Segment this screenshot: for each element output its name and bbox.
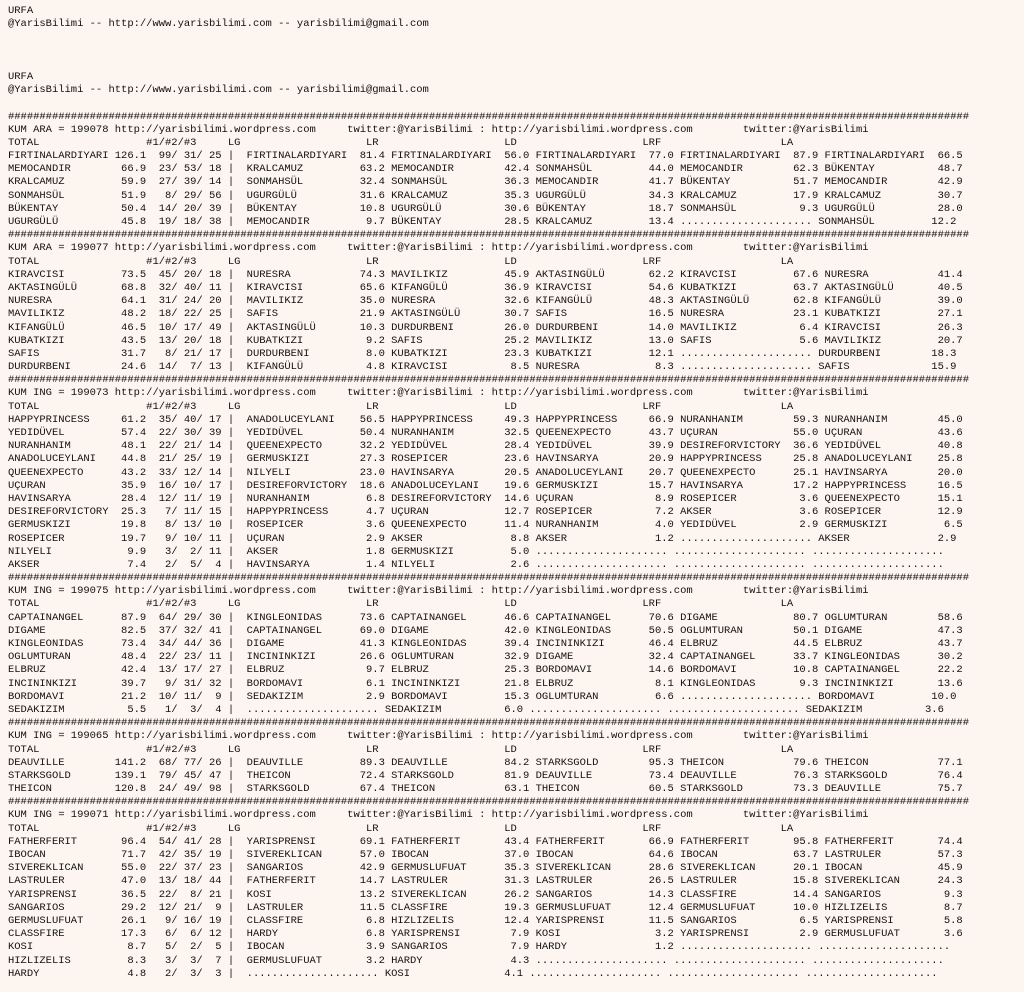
report-line: KINGLEONIDAS 73.4 34/ 44/ 36 | DIGAME 41.3 KINGLEONIDAS 39.4 INCININKIZI 46.4 ELBRUZ 44.5 ELBRUZ 43.7 [8,638,963,650]
report-line: ######################################################################################################################################################### [8,717,969,730]
header-city-line: URFA [8,70,34,83]
report-line: ######################################################################################################################################################### [8,374,969,387]
report-line: THEICON 120.8 24/ 49/ 98 | STARKSGOLD 67.4 THEICON 63.1 THEICON 60.5 STARKSGOLD 73.3 DEAUVILLE 75.7 [8,783,963,796]
report-line: HAVINSARYA 28.4 12/ 11/ 19 | NURANHANIM 6.8 DESIREFORVICTORY 14.6 UÇURAN 8.9 ROSEPICER 3.6 QUEENEXPECTO 15.1 [8,492,963,505]
report-line: KRALCAMUZ 59.9 27/ 39/ 14 | SONMAHSÜL 32.4 SONMAHSÜL 36.3 MEMOCANDIR 41.7 BÜKENTAY 51.7 MEMOCANDIR 42.9 [8,176,963,189]
report-line: FIRTINALARDIYARI 126.1 99/ 31/ 25 | FIRTINALARDIYARI 81.4 FIRTINALARDIYARI 56.0 FIRTINALARDIYARI 77.0 FIRTINALARDIYARI 87.9 FIRTINALARDIYARI 66.5 [8,150,963,163]
header-contact-line: @YarisBilimi -- http://www.yarisbilimi.com -- yarisbilimi@gmail.com [8,84,429,97]
report-line: QUEENEXPECTO 43.2 33/ 12/ 14 | NILYELI 23.0 HAVINSARYA 20.5 ANADOLUCEYLANI 20.7 QUEENEXPECTO 25.1 HAVINSARYA 20.0 [8,466,963,479]
report-line: SIVEREKLICAN 55.0 22/ 37/ 23 | SANGARIOS 42.9 GERMUSLUFUAT 35.3 SIVEREKLICAN 28.6 SIVEREKLICAN 20.1 IBOCAN 45.9 [8,862,963,875]
report-line: KUM ING = 199065 http://yarisbilimi.wordpress.com twitter:@YarisBilimi : http://yarisbilimi.wordpress.com twitter:@YarisBilimi [8,730,869,743]
report-line: IBOCAN 71.7 42/ 35/ 19 | SIVEREKLICAN 57.0 IBOCAN 37.0 IBOCAN 64.6 IBOCAN 63.7 LASTRULER 57.3 [8,849,963,861]
report-line: TOTAL #1/#2/#3 LG LR LD LRF LA [8,255,794,268]
report-line: YEDIDÜVEL 57.4 22/ 30/ 39 | YEDIDÜVEL 50.4 NURANHANIM 32.5 QUEENEXPECTO 43.7 UÇURAN 55.0 UÇURAN 43.6 [8,427,963,439]
race-report-body [8,111,1024,981]
report-line: SONMAHSÜL 51.9 8/ 29/ 56 | UGURGÜLÜ 31.6 KRALCAMUZ 35.3 UGURGÜLÜ 34.3 KRALCAMUZ 17.9 KRALCAMUZ 30.7 [8,189,963,202]
report-line: TOTAL #1/#2/#3 LG LR LD LRF LA [8,598,794,611]
report-line: GERMUSKIZI 19.8 8/ 13/ 10 | ROSEPICER 3.6 QUEENEXPECTO 11.4 NURANHANIM 4.0 YEDIDÜVEL 2.9 GERMUSKIZI 6.5 [8,519,963,532]
report-line: ######################################################################################################################################################### [8,796,969,809]
report-line: KIRAVCISI 73.5 45/ 20/ 18 | NURESRA 74.3 MAVILIKIZ 45.9 AKTASINGÜLÜ 62.2 KIRAVCISI 67.6 NURESRA 41.4 [8,268,963,281]
report-line: SANGARIOS 29.2 12/ 21/ 9 | LASTRULER 11.5 CLASSFIRE 19.3 GERMUSLUFUAT 12.4 GERMUSLUFUAT 10.0 HIZLIZELIS 8.7 [8,901,963,914]
blank-line [8,45,1024,58]
report-line: KUM ING = 199073 http://yarisbilimi.wordpress.com twitter:@YarisBilimi : http://yarisbilimi.wordpress.com twitter:@YarisBilimi [8,387,869,400]
blank-line [8,58,1024,71]
report-line: HAPPYPRINCESS 61.2 35/ 40/ 17 | ANADOLUCEYLANI 56.5 HAPPYPRINCESS 49.3 HAPPYPRINCESS 66.9 NURANHANIM 59.3 NURANHANIM 45.0 [8,413,963,426]
report-line: ######################################################################################################################################################### [8,572,969,585]
report-line: NURESRA 64.1 31/ 24/ 20 | MAVILIKIZ 35.0 NURESRA 32.6 KIFANGÜLÜ 48.3 AKTASINGÜLÜ 62.8 KIFANGÜLÜ 39.0 [8,295,963,308]
report-line: TOTAL #1/#2/#3 LG LR LD LRF LA [8,400,794,413]
report-line: KUM ARA = 199078 http://yarisbilimi.wordpress.com twitter:@YarisBilimi : http://yarisbilimi.wordpress.com twitter:@YarisBilimi [8,123,869,136]
report-line: DIGAME 82.5 37/ 32/ 41 | CAPTAINANGEL 69.0 DIGAME 42.0 KINGLEONIDAS 50.5 OGLUMTURAN 50.1 DIGAME 47.3 [8,624,963,637]
report-line: CLASSFIRE 17.3 6/ 6/ 12 | HARDY 6.8 YARISPRENSI 7.9 KOSI 3.2 YARISPRENSI 2.9 GERMUSLUFUAT 3.6 [8,928,963,941]
report-line: KUM ING = 199071 http://yarisbilimi.wordpress.com twitter:@YarisBilimi : http://yarisbilimi.wordpress.com twitter:@YarisBilimi [8,809,869,822]
report-line: ELBRUZ 42.4 13/ 17/ 27 | ELBRUZ 9.7 ELBRUZ 25.3 BORDOMAVI 14.6 BORDOMAVI 10.8 CAPTAINANGEL 22.2 [8,664,963,677]
report-line: FATHERFERIT 96.4 54/ 41/ 28 | YARISPRENSI 69.1 FATHERFERIT 43.4 FATHERFERIT 66.9 FATHERFERIT 95.8 FATHERFERIT 74.4 [8,835,963,848]
report-line: DESIREFORVICTORY 25.3 7/ 11/ 15 | HAPPYPRINCESS 4.7 UÇURAN 12.7 ROSEPICER 7.2 AKSER 3.6 ROSEPICER 12.9 [8,506,963,519]
report-line: ANADOLUCEYLANI 44.8 21/ 25/ 19 | GERMUSKIZI 27.3 ROSEPICER 23.6 HAVINSARYA 20.9 HAPPYPRINCESS 25.8 ANADOLUCEYLANI 25.8 [8,453,963,466]
report-line: OGLUMTURAN 48.4 22/ 23/ 11 | INCININKIZI 26.6 OGLUMTURAN 32.9 DIGAME 32.4 CAPTAINANGEL 33.7 KINGLEONIDAS 30.2 [8,651,963,664]
blank-line [8,97,1024,110]
report-line: BORDOMAVI 21.2 10/ 11/ 9 | SEDAKIZIM 2.9 BORDOMAVI 15.3 OGLUMTURAN 6.6 ..................... BORDOMAVI 10.0 [8,690,957,703]
report-line: STARKSGOLD 139.1 79/ 45/ 47 | THEICON 72.4 STARKSGOLD 81.9 DEAUVILLE 73.4 DEAUVILLE 76.3 STARKSGOLD 76.4 [8,769,963,782]
report-line: BÜKENTAY 50.4 14/ 20/ 39 | BÜKENTAY 10.8 UGURGÜLÜ 30.6 BÜKENTAY 18.7 SONMAHSÜL 9.3 UGURGÜLÜ 28.0 [8,202,963,215]
report-line: LASTRULER 47.0 13/ 18/ 44 | FATHERFERIT 14.7 LASTRULER 31.3 LASTRULER 26.5 LASTRULER 15.8 SIVEREKLICAN 24.3 [8,875,963,888]
report-line: KUBATKIZI 43.5 13/ 20/ 18 | KUBATKIZI 9.2 SAFIS 25.2 MAVILIKIZ 13.0 SAFIS 5.6 MAVILIKIZ 20.7 [8,334,963,347]
report-line: INCININKIZI 39.7 9/ 31/ 32 | BORDOMAVI 6.1 INCININKIZI 21.8 ELBRUZ 8.1 KINGLEONIDAS 9.3 INCININKIZI 13.6 [8,677,963,690]
page-header [8,5,1024,111]
report-line: HARDY 4.8 2/ 3/ 3 | ..................... KOSI 4.1 ..................... ..................... ..................... [8,967,938,980]
report-line: NURANHANIM 48.1 22/ 21/ 14 | QUEENEXPECTO 32.2 YEDIDÜVEL 28.4 YEDIDÜVEL 39.9 DESIREFORVICTORY 36.6 YEDIDÜVEL 40.8 [8,440,963,453]
report-line: TOTAL #1/#2/#3 LG LR LD LRF LA [8,822,794,835]
report-line: NILYELI 9.9 3/ 2/ 11 | AKSER 1.8 GERMUSKIZI 5.0 ..................... ..................... ..................... [8,545,944,558]
report-line: UÇURAN 35.9 16/ 10/ 17 | DESIREFORVICTORY 18.6 ANADOLUCEYLANI 19.6 GERMUSKIZI 15.7 HAVINSARYA 17.2 HAPPYPRINCESS 16.5 [8,479,963,492]
header-city-line: URFA [8,5,34,17]
report-line: ######################################################################################################################################################### [8,229,969,242]
report-line: DEAUVILLE 141.2 68/ 77/ 26 | DEAUVILLE 89.3 DEAUVILLE 84.2 STARKSGOLD 95.3 THEICON 79.6 THEICON 77.1 [8,756,963,769]
report-line: SAFIS 31.7 8/ 21/ 17 | DURDURBENI 8.0 KUBATKIZI 23.3 KUBATKIZI 12.1 ..................... DURDURBENI 18.3 [8,347,957,360]
report-line: AKTASINGÜLÜ 68.8 32/ 40/ 11 | KIRAVCISI 65.6 KIFANGÜLÜ 36.9 KIRAVCISI 54.6 KUBATKIZI 63.7 AKTASINGÜLÜ 40.5 [8,281,963,294]
report-line: DURDURBENI 24.6 14/ 7/ 13 | KIFANGÜLÜ 4.8 KIRAVCISI 8.5 NURESRA 8.3 ..................... SAFIS 15.9 [8,361,957,374]
report-line: MAVILIKIZ 48.2 18/ 22/ 25 | SAFIS 21.9 AKTASINGÜLÜ 30.7 SAFIS 16.5 NURESRA 23.1 KUBATKIZI 27.1 [8,308,963,321]
report-line: YARISPRENSI 36.5 22/ 8/ 21 | KOSI 13.2 SIVEREKLICAN 26.2 SANGARIOS 14.3 CLASSFIRE 14.4 SANGARIOS 9.3 [8,888,963,901]
report-line: UGURGÜLÜ 45.8 19/ 18/ 38 | MEMOCANDIR 9.7 BÜKENTAY 28.5 KRALCAMUZ 13.4 ..................... SONMAHSÜL 12.2 [8,216,957,228]
report-line: KIFANGÜLÜ 46.5 10/ 17/ 49 | AKTASINGÜLÜ 10.3 DURDURBENI 26.0 DURDURBENI 14.0 MAVILIKIZ 6.4 KIRAVCISI 26.3 [8,321,963,334]
report-line: SEDAKIZIM 5.5 1/ 3/ 4 | ..................... SEDAKIZIM 6.0 ..................... ..................... SEDAKIZIM 3.6 [8,703,944,716]
report-document [8,5,1024,981]
report-line: HIZLIZELIS 8.3 3/ 3/ 7 | GERMUSLUFUAT 3.2 HARDY 4.3 ..................... ..................... ..................... [8,954,944,967]
report-line: KOSI 8.7 5/ 2/ 5 | IBOCAN 3.9 SANGARIOS 7.9 HARDY 1.2 ..................... ..................... [8,941,951,954]
report-line: TOTAL #1/#2/#3 LG LR LD LRF LA [8,136,794,149]
report-line: GERMUSLUFUAT 26.1 9/ 16/ 19 | CLASSFIRE 6.8 HIZLIZELIS 12.4 YARISPRENSI 11.5 SANGARIOS 6.5 YARISPRENSI 5.8 [8,914,963,927]
report-line: MEMOCANDIR 66.9 23/ 53/ 18 | KRALCAMUZ 63.2 MEMOCANDIR 42.4 SONMAHSÜL 44.0 MEMOCANDIR 62.3 BÜKENTAY 48.7 [8,163,963,176]
report-line: KUM ARA = 199077 http://yarisbilimi.wordpress.com twitter:@YarisBilimi : http://yarisbilimi.wordpress.com twitter:@YarisBilimi [8,242,869,255]
report-line: ######################################################################################################################################################### [8,110,969,123]
header-contact-line: @YarisBilimi -- http://www.yarisbilimi.com -- yarisbilimi@gmail.com [8,18,429,31]
report-line: KUM ING = 199075 http://yarisbilimi.wordpress.com twitter:@YarisBilimi : http://yarisbilimi.wordpress.com twitter:@YarisBilimi [8,585,869,598]
report-line: TOTAL #1/#2/#3 LG LR LD LRF LA [8,743,794,756]
blank-line [8,31,1024,44]
report-line: AKSER 7.4 2/ 5/ 4 | HAVINSARYA 1.4 NILYELI 2.6 ..................... ..................... ..................... [8,558,944,571]
report-line: CAPTAINANGEL 87.9 64/ 29/ 30 | KINGLEONIDAS 73.6 CAPTAINANGEL 46.6 CAPTAINANGEL 70.6 DIGAME 80.7 OGLUMTURAN 58.6 [8,611,963,624]
report-line: ROSEPICER 19.7 9/ 10/ 11 | UÇURAN 2.9 AKSER 8.8 AKSER 1.2 ..................... AKSER 2.9 [8,532,957,545]
